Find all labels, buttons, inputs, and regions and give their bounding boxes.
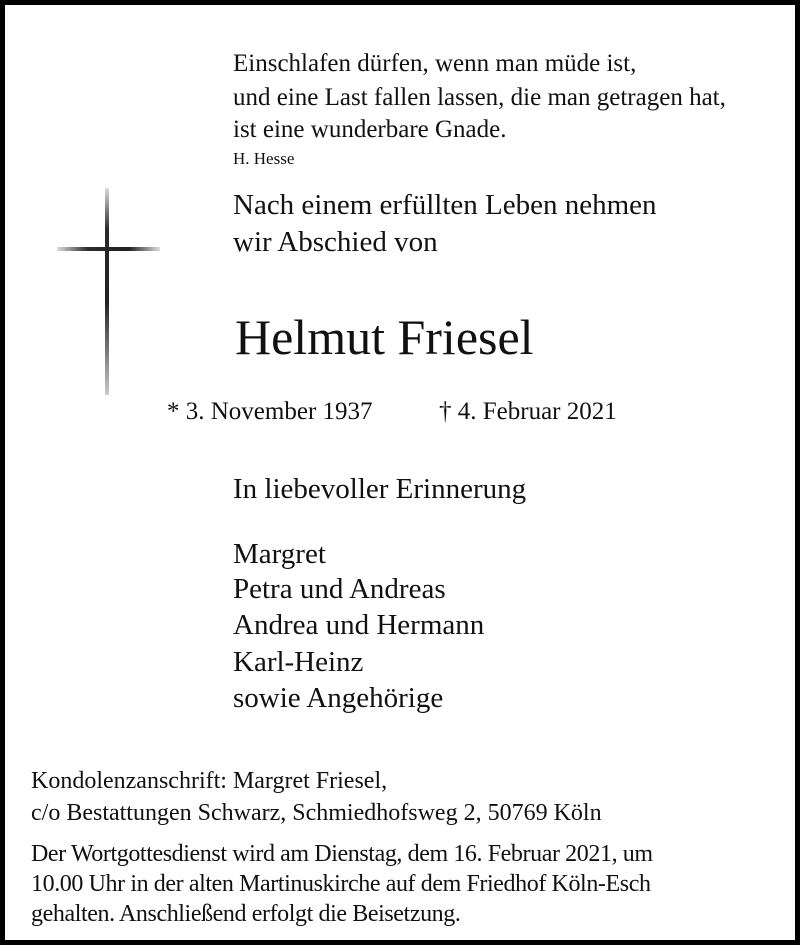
intro-line: Nach einem erfüllten Leben nehmen [233, 189, 657, 221]
service-line: 10.00 Uhr in der alten Martinuskirche auf dem Friedhof Köln-Esch [31, 871, 651, 897]
service-line: gehalten. Anschließend erfolgt die Beisetzung. [31, 901, 461, 927]
remembrance-line: In liebevoller Erinnerung [233, 473, 527, 505]
condolence-line: c/o Bestattungen Schwarz, Schmiedhofsweg 2, 50769 Köln [31, 800, 602, 826]
mourner-name: Petra und Andreas [233, 573, 446, 605]
quote-line: Einschlafen dürfen, wenn man müde ist, [233, 50, 637, 77]
quote-author: H. Hesse [233, 149, 295, 168]
deceased-name: Helmut Friesel [235, 309, 534, 365]
intro-line: wir Abschied von [233, 226, 438, 258]
quote-line: und eine Last fallen lassen, die man getragen hat, [233, 84, 726, 111]
mourner-name: Andrea und Hermann [233, 609, 485, 641]
condolence-line: Kondolenzanschrift: Margret Friesel, [31, 768, 388, 794]
death-date: † 4. Februar 2021 [439, 398, 617, 425]
quote-line: ist eine wunderbare Gnade. [233, 116, 507, 143]
mourner-name: sowie Angehörige [233, 682, 444, 714]
cross-vertical-beam [105, 188, 109, 395]
mourner-name: Margret [233, 538, 326, 570]
service-line: Der Wortgottesdienst wird am Dienstag, dem 16. Februar 2021, um [31, 841, 653, 867]
mourner-name: Karl-Heinz [233, 646, 364, 678]
birth-date: * 3. November 1937 [167, 398, 373, 425]
cross-horizontal-beam [57, 247, 160, 251]
